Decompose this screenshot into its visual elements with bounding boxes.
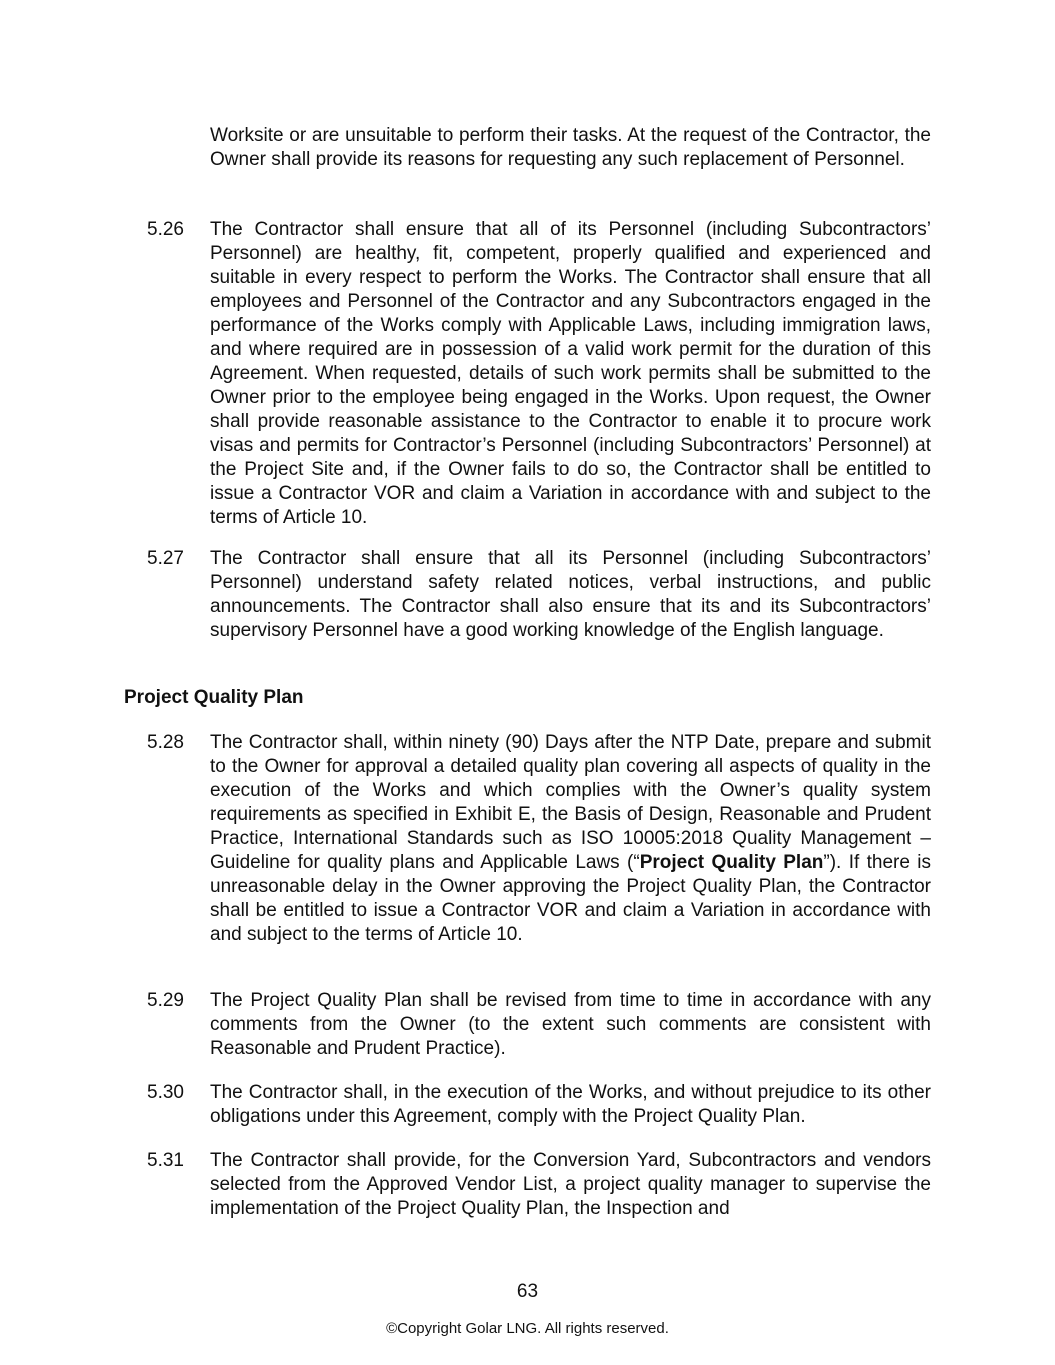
defined-term: Project Quality Plan — [639, 852, 824, 873]
clause-number-5-26: 5.26 — [147, 219, 184, 240]
clause-text-5-28-before: The Contractor shall, within ninety (90) Days after the NTP Date, prepare and submit to the Owner for approval a detailed quality plan covering all aspects of quality in the execution of the Works and which complies with the Owner’s quality system requirements as specified in Exhibit E, the Basis of Design, Reasonable and Prudent Practice, International Standards such as ISO 10005:2018 Quality Management – Guideline for quality plans and Applicable Laws (“ — [210, 732, 931, 873]
clause-number-5-28: 5.28 — [147, 732, 184, 753]
clause-text-5-31: The Contractor shall provide, for the Conversion Yard, Subcontractors and vendors selected from the Approved Vendor List, a project quality manager to supervise the implementation of the Project Quality Plan, the Inspection and — [210, 1150, 931, 1219]
clause-number-5-27: 5.27 — [147, 548, 184, 569]
clause-text-5-28 — [210, 731, 931, 947]
page-number: 63 — [516, 1281, 539, 1302]
clause-text-5-28-after: ”). If there is unreasonable delay in the Owner approving the Project Quality Plan, the Contractor shall be entitled to issue a Contractor VOR and claim a Variation in accordance with and subject to the terms of Article 10. — [210, 852, 932, 945]
clause-text-5-29: The Project Quality Plan shall be revised from time to time in accordance with any comments from the Owner (to the extent such comments are consistent with Reasonable and Prudent Practice). — [210, 990, 931, 1059]
clause-text-5-27: The Contractor shall ensure that all its Personnel (including Subcontractors’ Personnel) understand safety related notices, verbal instructions, and public announcements. The Contractor shall also ensure that its and its Subcontractors’ supervisory Personnel have a good working knowledge of the English language. — [210, 548, 931, 641]
copyright-notice: ©Copyright Golar LNG. All rights reserved. — [386, 1320, 669, 1337]
clause-number-5-30: 5.30 — [147, 1082, 184, 1103]
clause-number-5-31: 5.31 — [147, 1150, 184, 1171]
clause-text-5-30: The Contractor shall, in the execution of the Works, and without prejudice to its other obligations under this Agreement, comply with the Project Quality Plan. — [210, 1082, 931, 1127]
clause-text-5-26: The Contractor shall ensure that all of its Personnel (including Subcontractors’ Personnel) are healthy, fit, competent, properly qualified and experienced and suitable in every respect to perform the Works. The Contractor shall ensure that all employees and Personnel of the Contractor and any Subcontractors engaged in the performance of the Works comply with Applicable Laws, including immigration laws, and where required are in possession of a valid work permit for the duration of this Agreement. When requested, details of such work permits shall be submitted to the Owner prior to the employee being engaged in the Works. Upon request, the Owner shall provide reasonable assistance to the Contractor to enable it to procure work visas and permits for Contractor’s Personnel (including Subcontractors’ Personnel) at the Project Site and, if the Owner fails to do so, the Contractor shall be entitled to issue a Contractor VOR and claim a Variation in accordance with and subject to the terms of Article 10. — [210, 219, 931, 528]
clause-number-5-29: 5.29 — [147, 990, 184, 1011]
continuation-paragraph: Worksite or are unsuitable to perform their tasks. At the request of the Contractor, the Owner shall provide its reasons for requesting any such replacement of Personnel. — [210, 125, 931, 170]
section-heading: Project Quality Plan — [124, 687, 304, 708]
